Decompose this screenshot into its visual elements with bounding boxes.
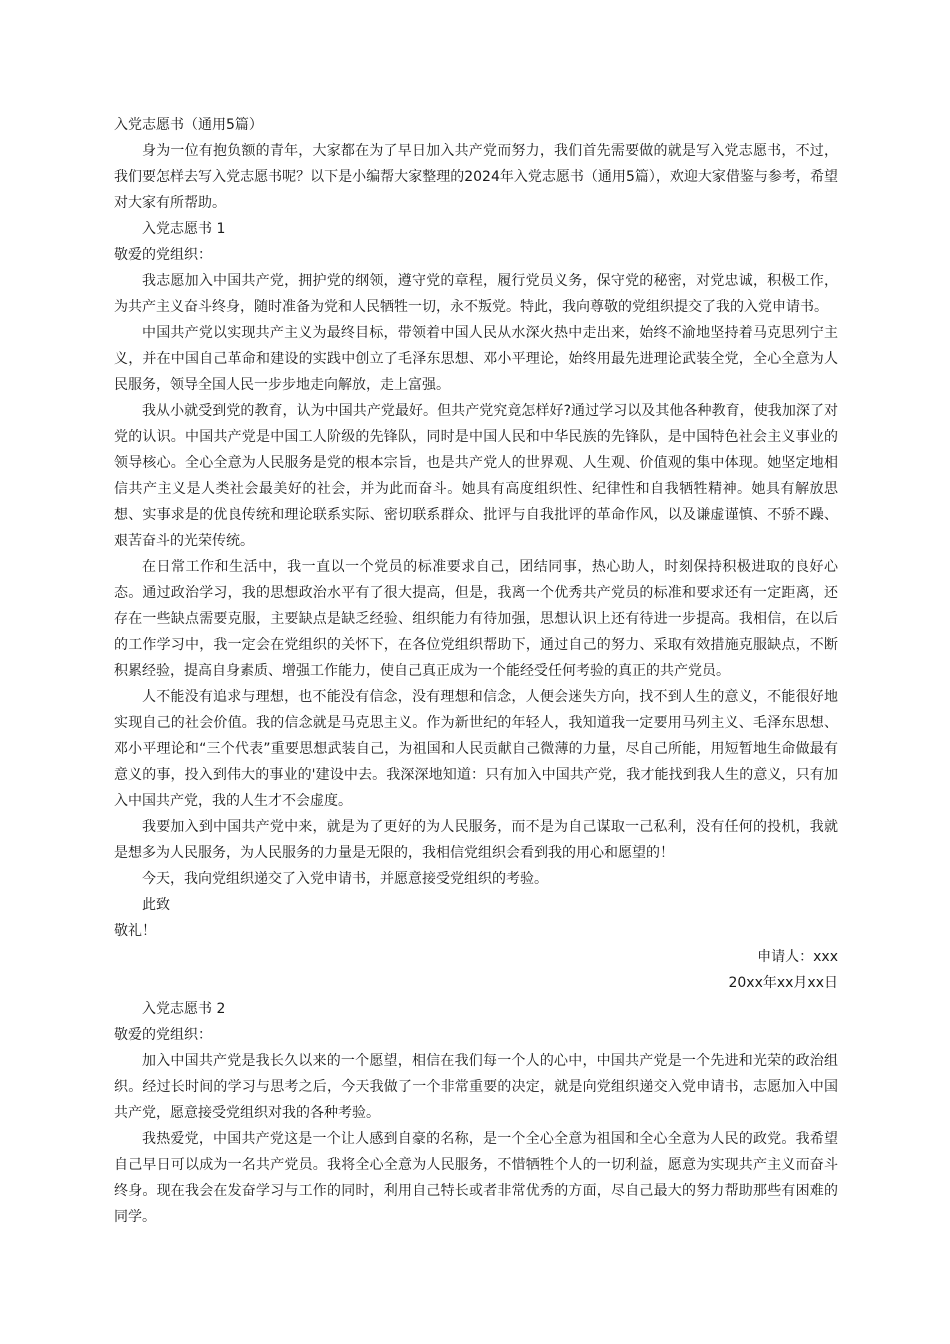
closing-line: 此致 (142, 897, 170, 913)
body-paragraph: 中国共产党以实现共产主义为最终目标，带领着中国人民从水深火热中走出来，始终不渝地坚持着马克思列宁主义，并在中国自己革命和建设的实践中创立了毛泽东思想、邓小平理论，始终用最先进理论武装全党，全心全意为人民服务，领导全国人民一步步地走向解放，走上富强。 (114, 325, 838, 393)
body-paragraph: 在日常工作和生活中，我一直以一个党员的标准要求自己，团结同事，热心助人，时刻保持积极进取的良好心态。通过政治学习，我的思想政治水平有了很大提高，但是，我离一个优秀共产党员的标准和要求还有一定距离，还存在一些缺点需要克服，主要缺点是缺乏经验、组织能力有待加强，思想认识上还有待进一步提高。我相信，在以后的工作学习中，我一定会在党组织的关怀下，在各位党组织帮助下，通过自己的努力、采取有效措施克服缺点，不断积累经验，提高自身素质、增强工作能力，使自己真正成为一个能经受任何考验的真正的共产党员。 (114, 559, 838, 679)
intro-paragraph: 身为一位有抱负额的青年，大家都在为了早日加入共产党而努力，我们首先需要做的就是写入党志愿书，不过，我们要怎样去写入党志愿书呢？以下是小编帮大家整理的2024年入党志愿书（通用5篇），欢迎大家借鉴与参考，希望对大家有所帮助。 (114, 143, 838, 211)
section-heading: 入党志愿书 2 (142, 1001, 226, 1017)
salutation: 敬爱的党组织： (114, 247, 212, 263)
signature-date: 20xx年xx月xx日 (728, 975, 838, 991)
body-paragraph: 人不能没有追求与理想，也不能没有信念，没有理想和信念，人便会迷失方向，找不到人生的意义，不能很好地实现自己的社会价值。我的信念就是马克思主义。作为新世纪的年轻人，我知道我一定要用马列主义、毛泽东思想、邓小平理论和“三个代表”重要思想武装自己，为祖国和人民贡献自己微薄的力量，尽自己所能，用短暂地生命做最有意义的事，投入到伟大的事业的'建设中去。我深深地知道：只有加入中国共产党，我才能找到我人生的意义，只有加入中国共产党，我的人生才不会虚度。 (114, 689, 838, 809)
body-paragraph: 今天，我向党组织递交了入党申请书，并愿意接受党组织的考验。 (142, 871, 548, 887)
body-paragraph: 加入中国共产党是我长久以来的一个愿望，相信在我们每一个人的心中，中国共产党是一个先进和光荣的政治组织。经过长时间的学习与思考之后，今天我做了一个非常重要的决定，就是向党组织递交入党申请书，志愿加入中国共产党，愿意接受党组织对我的各种考验。 (114, 1053, 838, 1121)
body-paragraph: 我要加入到中国共产党中来，就是为了更好的为人民服务，而不是为自己谋取一己私利，没有任何的投机，我就是想多为人民服务，为人民服务的力量是无限的，我相信党组织会看到我的用心和愿望的！ (114, 819, 838, 861)
applicant-signature: 申请人：xxx (757, 949, 838, 965)
body-paragraph: 我志愿加入中国共产党，拥护党的纲领，遵守党的章程，履行党员义务，保守党的秘密，对党忠诚，积极工作，为共产主义奋斗终身，随时准备为党和人民牺牲一切，永不叛党。特此，我向尊敬的党组织提交了我的入党申请书。 (114, 273, 838, 315)
body-paragraph: 我从小就受到党的教育，认为中国共产党最好。但共产党究竟怎样好?通过学习以及其他各种教育，使我加深了对党的认识。中国共产党是中国工人阶级的先锋队，同时是中国人民和中华民族的先锋队，是中国特色社会主义事业的领导核心。全心全意为人民服务是党的根本宗旨，也是共产党人的世界观、人生观、价值观的集中体现。她坚定地相信共产主义是人类社会最美好的社会，并为此而奋斗。她具有高度组织性、纪律性和自我牺牲精神。她具有解放思想、实事求是的优良传统和理论联系实际、密切联系群众、批评与自我批评的革命作风，以及谦虚谨慎、不骄不躁、艰苦奋斗的光荣传统。 (114, 403, 838, 549)
section-heading: 入党志愿书 1 (142, 221, 226, 237)
body-paragraph: 我热爱党，中国共产党这是一个让人感到自豪的名称，是一个全心全意为祖国和全心全意为人民的政党。我希望自己早日可以成为一名共产党员。我将全心全意为人民服务，不惜牺牲个人的一切利益，愿意为实现共产主义而奋斗终身。现在我会在发奋学习与工作的同时，利用自己特长或者非常优秀的方面，尽自己最大的努力帮助那些有困难的同学。 (114, 1131, 838, 1225)
document-title: 入党志愿书（通用5篇） (114, 117, 263, 133)
closing-regards: 敬礼！ (114, 923, 156, 939)
document-page (114, 112, 838, 1230)
salutation: 敬爱的党组织： (114, 1027, 212, 1043)
